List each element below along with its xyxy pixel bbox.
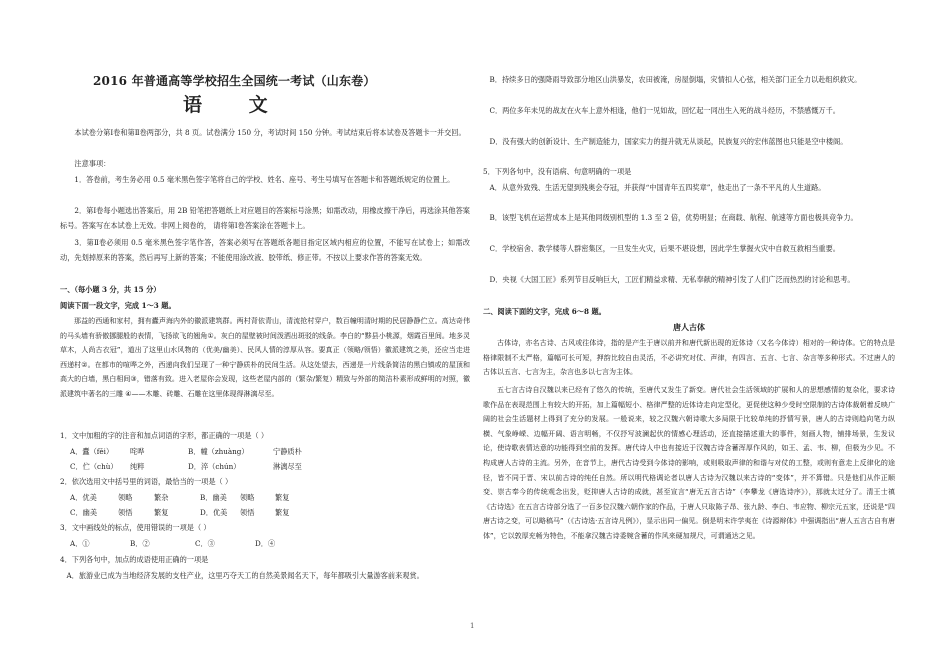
question-1-options — [60, 445, 470, 460]
q3-option-c[interactable]: C．③ — [195, 539, 215, 548]
article-paragraph-1: 古体诗，亦名古诗、古风或往体诗，指的是产生于唐以前并和唐代新出现的近体诗（又名今体诗）相对的一种诗体。它的特点是格律限制不太严格，篇幅可长可短，押韵比较自由灵活，不必讲究对仗、声律，有四言、五言、七言、杂言等多种形式。不过唐人的古体以五言、七言为主，杂言也多以七言为主体。 — [483, 339, 895, 377]
q5-option-a[interactable]: A．从意外致残、生活无望到残奥会夺冠，并获得“中国青年五四奖章”，他走出了一条不平凡的人生道路。 — [489, 183, 826, 192]
q2-option-c-word2: 领悟 — [118, 508, 133, 517]
article-paragraph-2: 五七言古诗自汉魏以来已经有了悠久的传统，至唐代又发生了新变。唐代社会生活领域的扩展和人的思想感情的复杂化，要求诗歌作品在表现范围上有较大的开拓，加上篇幅短小、格律严整的近体诗走向定型化，更促使这种少受时空限制的古诗体裁朝着反映广阔的社会生活题材上得到了充分的发展。一般说来，较之汉魏六朝诗歌大多局限于比较单纯的抒情写景，唐人的古诗则趋向笔力纵横、气象峥嵘、边幅开阔、语言明畅，不仅抒写波澜起伏的情感心理活动，还直接描述重大的事件，刻画人物，铺排场景，生发议论，使诗歌表情达意的功能得到空前的发挥。唐代诗人中也有接近于汉魏古诗含蓄浑厚作风的，如王、孟、韦、柳，但极为少见。不构成唐人古诗的主流。另外，在音节上，唐代古诗受到今体诗的影响，或则吸取声律的和谐与对仗的工整，或则有意走上反律化的途径，皆不同于晋、宋以前古诗的纯任自然。所以明代格调论者以唐人古诗为汉魏以来古诗的“变体”，并不算错。只是他们从作正顺变、崇古奉今的传统观念出发，贬抑唐人古诗的成就，甚至宣言“唐无五言古诗”（李攀龙《唐选诗序》），那就太过分了。清王士禛《古诗选》在五言古诗部分选了一百多位汉魏六朝作家的作品，于唐人只取陈子昂、张九龄、李白、韦应物、柳宗元五家，还说是“四唐古诗之变，可以略稿马”（《古诗选·五言诗凡例》），显示出同一偏见。倒是明末许学夷在《诗源辩体》中强调指出“唐人五言古自有唐体”，它以敦厚充畅为特色，不能拿汉魏古诗委婉含蓄的作风来硬加规尺，可谓通达之见。 — [483, 386, 895, 540]
article-title: 唐人古体 — [673, 322, 705, 332]
q1-option-d-word: 淋漓尽至 — [273, 462, 302, 471]
question-4: 4．下列各句中，加点的成语使用正确的一项是 — [60, 555, 209, 564]
question-2: 2．依次选用文中括号里的词语，最恰当的一项是（ ） — [60, 477, 233, 486]
section-1-heading: 一、（每小题 3 分，共 15 分） — [60, 285, 161, 294]
intro-paragraph: 本试卷分第Ⅰ卷和第Ⅱ卷两部分，共 8 页。试卷满分 150 分，考试时间 150 分钟。考试结束后将本试卷及答题卡一并交回。 — [74, 128, 466, 137]
reading-instruction-1: 阅读下面一段文字，完成 1～3 题。 — [60, 301, 176, 310]
section-2-heading: 二、阅读下面的文字，完成 6～8 题。 — [483, 307, 606, 316]
q1-option-c-word: 纯粹 — [130, 462, 145, 471]
q5-option-b[interactable]: B．该型飞机在运营成本上是其他同级别机型的 1.3 至 2 倍，优势明显；在商载、航程、航速等方面也极具竞争力。 — [489, 213, 858, 222]
question-1: 1．文中加粗的字的注音和加点词语的字形，都正确的一项是（ ） — [60, 431, 269, 440]
notice-item-1: 1．答卷前，考生务必用 0.5 毫米黑色签字笔将自己的学校、姓名、座号、考生号填写在答题卡和答题纸规定的位置上。 — [74, 175, 455, 184]
question-2-options-row1 — [60, 491, 470, 506]
q4-option-b[interactable]: B．持续多日的强降雨导致部分地区山洪暴发，农田被淹，房屋倒塌，灾情扣人心弦，相关部门正全力以赴组织救灾。 — [489, 75, 862, 84]
passage-1: 那益的西通和家村，拥有蠹声海内外的徽派建筑群。两村背依青山，清流抢村穿户，数百幢明清时期的民居静静伫立。高达奇伟的马头墙有骄傲挪腿般的表情，飞扬欲飞的翘角①。灰白的屋壁被时间泼洒出斑驳的线条。李白的“黟县小桃源，烟霞百里间。地多灵草木，人尚古衣冠”，道出了这里山水风物的（优美/幽美）、民风人情的淳厚从容。要真正（领略/领悟）徽派建筑之美，还应当走进西递村②。在都市的喧哗之外，西递向我们呈现了一种宁静质朴的民间生活。从这处望去，西递是一片线条简洁的黑白镇或的屋顶和高大的白墙，黑白相间③，错落有致。进入老屋你会发现，这些老屋内部的（繁杂/繁复）精致与外部的简洁朴素形成鲜明的对照，徽派建筑中著名的三雕 ④——木雕、砖雕、石雕在这里体现得淋漓尽至。 — [60, 317, 470, 398]
exam-title: 2016 年普通高等学校招生全国统一考试（山东卷） — [93, 74, 376, 88]
q1-option-c[interactable]: C．伫（chù） — [70, 462, 118, 471]
q4-option-a[interactable]: A．旅游业已成为当地经济发展的支柱产业，这里巧夺天工的自然美景闻名天下，每年都吸引大量游客前来观赏。 — [66, 571, 424, 580]
q2-option-a-word3: 繁杂 — [154, 493, 169, 502]
q2-option-a[interactable]: A．优美 — [70, 493, 97, 502]
q5-option-d[interactable]: D．央视《大国工匠》系列节目反响巨大，工匠们精益求精、无私奉献的精神引发了人们广泛而热烈的讨论和思考。 — [489, 275, 855, 284]
q1-option-d[interactable]: D．淬（chún） — [188, 462, 241, 471]
q5-option-c[interactable]: C．学校宿舍、教学楼等人群密集区，一旦发生火灾，后果不堪设想，因此学生掌握火灾中自救互救相当重要。 — [489, 244, 840, 253]
q2-option-d[interactable]: D．优美 — [200, 508, 228, 517]
notice-heading: 注意事项： — [74, 159, 111, 168]
q1-option-b-word: 宁静质朴 — [273, 447, 302, 456]
q2-option-c-word3: 繁复 — [154, 508, 169, 517]
q2-option-a-word2: 领略 — [118, 493, 133, 502]
q1-option-a-word: 咤哗 — [130, 447, 145, 456]
notice-item-2: 2．第Ⅰ卷每小题选出答案后，用 2B 铅笔把答题纸上对应题目的答案标号涂黑；如需改动，用橡皮擦干净后，再选涂其他答案标号。答案写在本试卷上无效。非网上阅卷的， 请将第Ⅰ卷答案涂在答题卡上。 — [60, 206, 470, 230]
q2-option-d-word2: 领悟 — [240, 508, 255, 517]
q4-option-d[interactable]: D．没有强大的创新设计、生产制造能力，国家实力的提升就无从谈起，民族复兴的宏伟蓝图也只能是空中楼阁。 — [489, 137, 848, 146]
subject-title: 语 文 — [183, 94, 288, 116]
q2-option-c[interactable]: C．幽美 — [70, 508, 98, 517]
question-1-options-row2 — [60, 460, 470, 475]
q1-option-a[interactable]: A．蠹（fěi） — [70, 447, 114, 456]
notice-item-3: 3．第Ⅱ卷必须用 0.5 毫米黑色签字笔作答，答案必须写在答题纸各题目指定区域内相应的位置，不能写在试卷上；如需改动，先划掉原来的答案，然后再写上新的答案；不能使用涂改液、胶带纸、修正带。不按以上要求作答的答案无效。 — [60, 238, 470, 262]
q2-option-b[interactable]: B．幽美 — [200, 493, 227, 502]
question-2-options-row2 — [60, 506, 470, 521]
q3-option-a[interactable]: A．① — [70, 539, 90, 548]
q2-option-d-word3: 繁复 — [275, 508, 290, 517]
page-number: 1 — [470, 622, 475, 630]
question-5: 5．下列各句中，没有语病、句意明确的一项是 — [483, 167, 632, 176]
q3-option-d[interactable]: D．④ — [255, 539, 276, 548]
q2-option-b-word2: 领略 — [240, 493, 255, 502]
q3-option-b[interactable]: B．② — [130, 539, 150, 548]
question-3-options — [60, 537, 470, 552]
q4-option-c[interactable]: C．两位多年未见的战友在火车上意外相逢，他们一见如故，回忆起一同出生入死的战斗经历，不禁感慨万千。 — [489, 106, 840, 115]
q1-option-b[interactable]: B．幢（zhuàng） — [188, 447, 249, 456]
question-3: 3．文中画线处的标点，使用错误的一项是（ ） — [60, 523, 211, 532]
q2-option-b-word3: 繁复 — [275, 493, 290, 502]
